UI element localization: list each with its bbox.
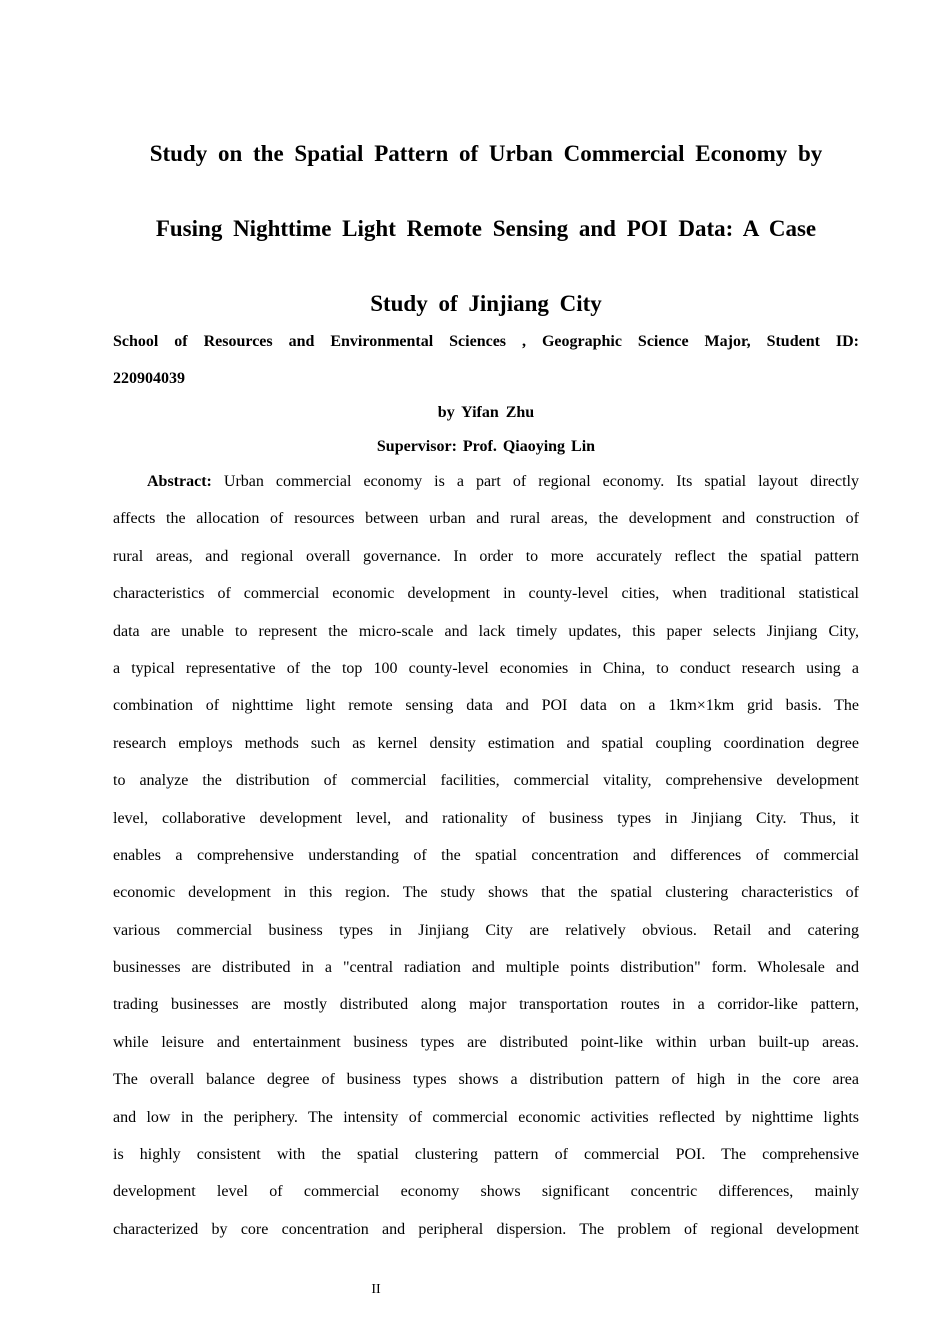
title-line-3: Study of Jinjiang City bbox=[370, 291, 602, 316]
abstract bbox=[113, 463, 859, 1248]
abstract-line: characteristics of commercial economic development in county-level cities, when traditional statistical bbox=[113, 585, 859, 603]
abstract-line: a typical representative of the top 100 county-level economies in China, to conduct research using a bbox=[113, 659, 859, 677]
title-line-1: Study on the Spatial Pattern of Urban Commercial Economy by bbox=[149, 141, 823, 166]
abstract-line: The overall balance degree of business types shows a distribution pattern of high in the core area bbox=[113, 1071, 859, 1089]
page-number: II bbox=[371, 1282, 381, 1297]
abstract-line: various commercial business types in Jinjiang City are relatively obvious. Retail and catering bbox=[113, 921, 859, 939]
abstract-line: businesses are distributed in a "central radiation and multiple points distribution" form. Wholesale and bbox=[113, 959, 859, 977]
supervisor-name: Supervisor: Prof. Qiaoying Lin bbox=[376, 438, 596, 455]
abstract-line: trading businesses are mostly distributed along major transportation routes in a corridor-like pattern, bbox=[113, 996, 859, 1014]
abstract-line: affects the allocation of resources between urban and rural areas, the development and construction of bbox=[113, 510, 859, 528]
title-line-2: Fusing Nighttime Light Remote Sensing and POI Data: A Case bbox=[155, 216, 817, 241]
abstract-line: economic development in this region. The study shows that the spatial clustering characteristics of bbox=[113, 884, 859, 902]
abstract-line: enables a comprehensive understanding of the spatial concentration and differences of commercial bbox=[113, 846, 859, 864]
abstract-line: level, collaborative development level, and rationality of business types in Jinjiang City. Thus, it bbox=[113, 809, 859, 827]
author-name: by Yifan Zhu bbox=[437, 404, 535, 421]
abstract-line: to analyze the distribution of commercial facilities, commercial vitality, comprehensive development bbox=[113, 772, 859, 790]
abstract-line: is highly consistent with the spatial clustering pattern of commercial POI. The comprehensive bbox=[113, 1146, 859, 1164]
abstract-line: combination of nighttime light remote sensing data and POI data on a 1km×1km grid basis. The bbox=[113, 697, 859, 715]
abstract-line: data are unable to represent the micro-scale and lack timely updates, this paper selects Jinjiang City, bbox=[113, 622, 859, 640]
abstract-line: development level of commercial economy shows significant concentric differences, mainly bbox=[113, 1183, 859, 1201]
abstract-line: and low in the periphery. The intensity of commercial economic activities reflected by nighttime lights bbox=[113, 1108, 859, 1126]
abstract-first-line bbox=[113, 463, 859, 500]
paper-title bbox=[113, 116, 859, 341]
abstract-first-line-text: Urban commercial economy is a part of regional economy. Its spatial layout directly bbox=[211, 473, 859, 490]
author-affiliation bbox=[113, 323, 859, 397]
abstract-line: characterized by core concentration and peripheral dispersion. The problem of regional development bbox=[113, 1220, 859, 1238]
student-id: 220904039 bbox=[113, 370, 185, 387]
abstract-line: research employs methods such as kernel density estimation and spatial coupling coordination degree bbox=[113, 734, 859, 752]
affiliation-line-1: School of Resources and Environmental Sciences , Geographic Science Major, Student ID: bbox=[113, 333, 859, 350]
abstract-line: rural areas, and regional overall governance. In order to more accurately reflect the spatial pattern bbox=[113, 547, 859, 565]
abstract-label: Abstract: bbox=[147, 473, 212, 490]
abstract-line: while leisure and entertainment business types are distributed point-like within urban built-up areas. bbox=[113, 1033, 859, 1051]
